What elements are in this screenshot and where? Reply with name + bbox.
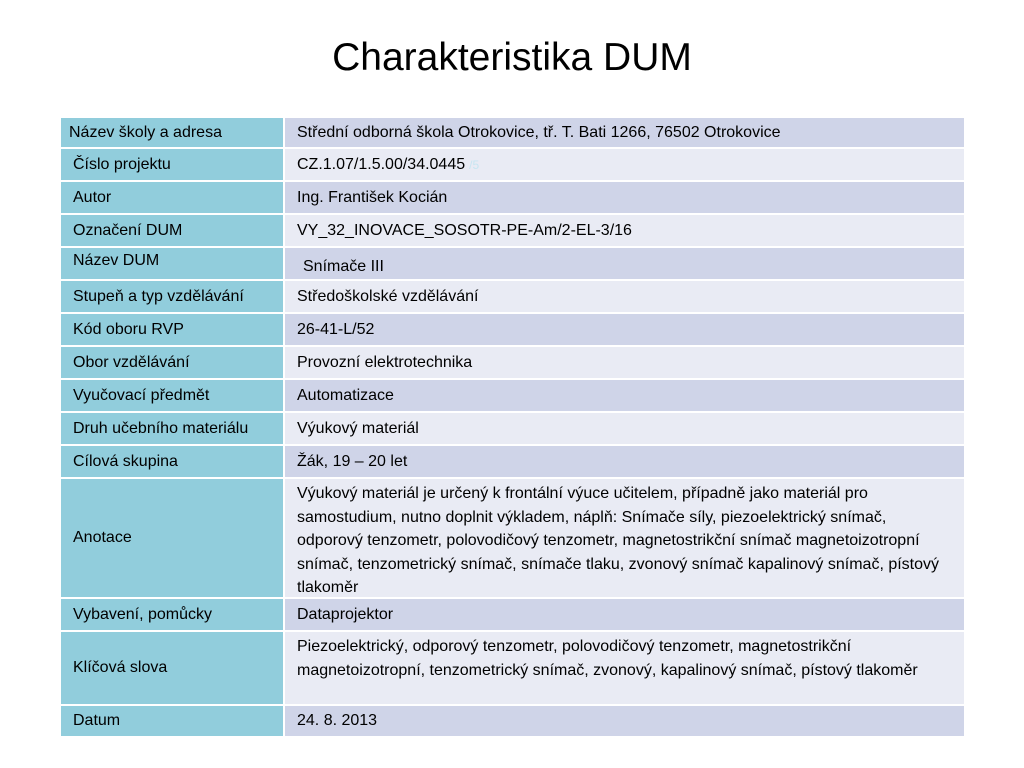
row-value: 26-41-L/52	[285, 314, 964, 345]
table-row-dum-name	[61, 248, 964, 281]
row-value: Ing. František Kocián	[285, 182, 964, 213]
row-label: Autor	[61, 182, 285, 213]
dum-characteristics-table	[61, 118, 964, 736]
faint-text: /5	[469, 157, 480, 172]
row-label: Druh učebního materiálu	[61, 413, 285, 444]
row-value: VY_32_INOVACE_SOSOTR-PE-Am/2-EL-3/16	[285, 215, 964, 246]
table-row-subject	[61, 380, 964, 413]
row-value: Střední odborná škola Otrokovice, tř. T. Bati 1266, 76502 Otrokovice	[285, 118, 964, 147]
row-label: Datum	[61, 706, 285, 736]
table-row-target-group	[61, 446, 964, 479]
slide-title: Charakteristika DUM	[332, 36, 692, 79]
row-label: Obor vzdělávání	[61, 347, 285, 378]
table-row-annotation	[61, 479, 964, 599]
row-value: Výukový materiál	[285, 413, 964, 444]
row-label: Vyučovací předmět	[61, 380, 285, 411]
table-row-date	[61, 706, 964, 736]
row-value: Provozní elektrotechnika	[285, 347, 964, 378]
table-row-dum-code	[61, 215, 964, 248]
table-row-education-level	[61, 281, 964, 314]
row-value: Automatizace	[285, 380, 964, 411]
table-row-school	[61, 118, 964, 149]
row-label: Název DUM	[61, 248, 285, 279]
row-label: Anotace	[61, 479, 285, 597]
row-value-container	[285, 149, 964, 180]
row-label: Stupeň a typ vzdělávání	[61, 281, 285, 312]
row-label: Název školy a adresa	[61, 118, 285, 147]
table-row-material-type	[61, 413, 964, 446]
row-value: Žák, 19 – 20 let	[285, 446, 964, 477]
row-value: Výukový materiál je určený k frontální výuce učitelem, případně jako materiál pro samostudium, nutno doplnit výkladem, náplň: Snímače síly, piezoelektrický snímač, odporový tenzometr, polovodičový tenzometr, magnetostrikční snímač magnetoizotropní snímač, tenzometrický snímač, snímače tlaku, zvonový snímač kapalinový snímač, pístový tlakoměr	[285, 479, 964, 597]
table-row-field	[61, 347, 964, 380]
row-value: CZ.1.07/1.5.00/34.0445	[297, 155, 466, 173]
row-label: Číslo projektu	[61, 149, 285, 180]
row-label: Kód oboru RVP	[61, 314, 285, 345]
table-row-equipment	[61, 599, 964, 632]
table-row-author	[61, 182, 964, 215]
row-value: Piezoelektrický, odporový tenzometr, polovodičový tenzometr, magnetostrikční magnetoizotropní, tenzometrický snímač, zvonový, kapalinový snímač, pístový tlakoměr	[285, 632, 964, 704]
table-row-project-number	[61, 149, 964, 182]
row-value: Středoškolské vzdělávání	[285, 281, 964, 312]
row-label: Cílová skupina	[61, 446, 285, 477]
table-row-keywords	[61, 632, 964, 706]
row-label: Vybavení, pomůcky	[61, 599, 285, 630]
row-label: Označení DUM	[61, 215, 285, 246]
row-label: Klíčová slova	[61, 632, 285, 704]
table-row-rvp-code	[61, 314, 964, 347]
row-value: Snímače III	[285, 248, 964, 279]
row-value: Dataprojektor	[285, 599, 964, 630]
row-value: 24. 8. 2013	[285, 706, 964, 736]
